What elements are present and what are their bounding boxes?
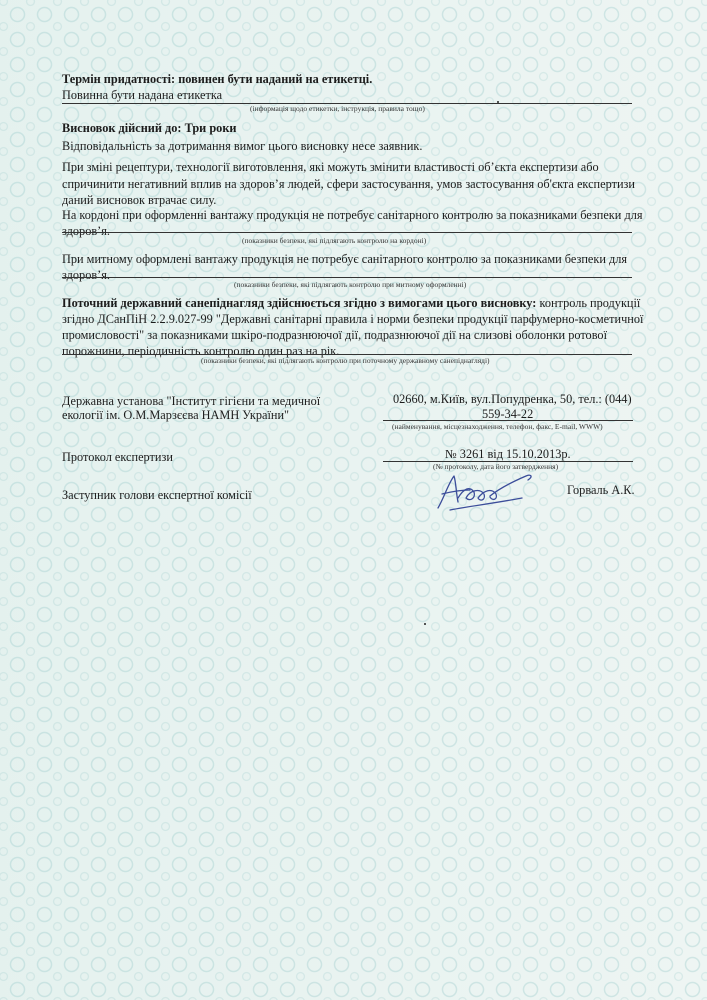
customs-control-caption: (показники безпеки, які підлягають контролю при митному оформленні) [234,280,467,289]
shelf-life-value: Повинна бути надана етикетка [62,88,223,102]
supervision-line-3: промисловості" за показниками шкіро-подразнюючої дії, подразнюючої дії на слизові оболонки ротової [62,328,607,342]
border-control-rule [62,232,632,233]
supervision-rule [62,354,632,355]
shelf-life-label: Термін придатності: повинен бути наданий на етикетці. [62,72,373,86]
border-control-line-1: На кордоні при оформленні вантажу продукція не потребує санітарного контролю за показниками безпеки для [62,208,643,222]
supervision-line-1 [62,296,640,311]
shelf-life-caption: (інформація щодо етикетки, інструкція, правила тощо) [250,104,425,113]
institution-address-line-2: 559-34-22 [482,407,534,421]
change-clause-line-3: даний висновок втрачає силу. [62,193,217,207]
customs-control-line-1: При митному оформлені вантажу продукція не потребує санітарного контролю за показниками безпеки для [62,252,628,266]
change-clause-line-2: спричинити негативний вплив на здоров’я людей, сфери застосування, умов застосування об'єкта експертизи [62,177,635,191]
ink-speck [424,623,426,625]
institution-caption: (найменування, місцезнаходження, телефон, факс, E-mail, WWW) [392,422,603,431]
responsibility-text: Відповідальність за дотримання вимог цього висновку несе заявник. [62,139,423,153]
institution-name-line-2: екології ім. О.М.Марзєєва НАМН України" [62,408,290,422]
institution-rule [383,420,633,421]
supervision-heading: Поточний державний санепіднагляд здійснюється згідно з вимогами цього висновку: [62,296,537,310]
signatory-name: Горваль А.К. [567,483,635,497]
border-control-line-2: здоров’я. [62,224,110,238]
validity-value: Три роки [184,121,237,135]
protocol-caption: (№ протоколу, дата його затвердження) [433,462,559,471]
customs-control-rule [62,277,632,278]
change-clause-line-1: При зміні рецептури, технології виготовлення, які можуть змінити властивості об’єкта експертизи або [62,160,599,174]
supervision-line-1-rest: контроль продукції [536,296,641,310]
ink-dot [497,101,499,103]
supervision-line-4: порожнини, періодичність контролю один раз на рік. [62,344,340,358]
customs-control-line-2: здоров’я. [62,268,110,282]
supervision-caption: (показники безпеки, які підлягають контролю при поточному державному санепіднагляді) [201,356,490,365]
handwritten-signature [430,468,540,516]
institution-address-line-1: 02660, м.Київ, вул.Попудренка, 50, тел.: (044) [393,392,632,406]
supervision-line-2: згідно ДСанПіН 2.2.9.027-99 "Державні санітарні правила і норми безпеки продукції парфумерно-косметичної [62,312,644,326]
signatory-title: Заступник голови експертної комісії [62,488,252,502]
protocol-label: Протокол експертизи [62,450,173,464]
institution-name-line-1: Державна установа "Інститут гігієни та медичної [62,394,321,408]
protocol-value: № 3261 від 15.10.2013р. [445,447,571,461]
border-control-caption: (показники безпеки, які підлягають контролю на кордоні) [242,236,427,245]
validity-label: Висновок дійсний до: [62,121,182,135]
validity-row [62,121,236,136]
